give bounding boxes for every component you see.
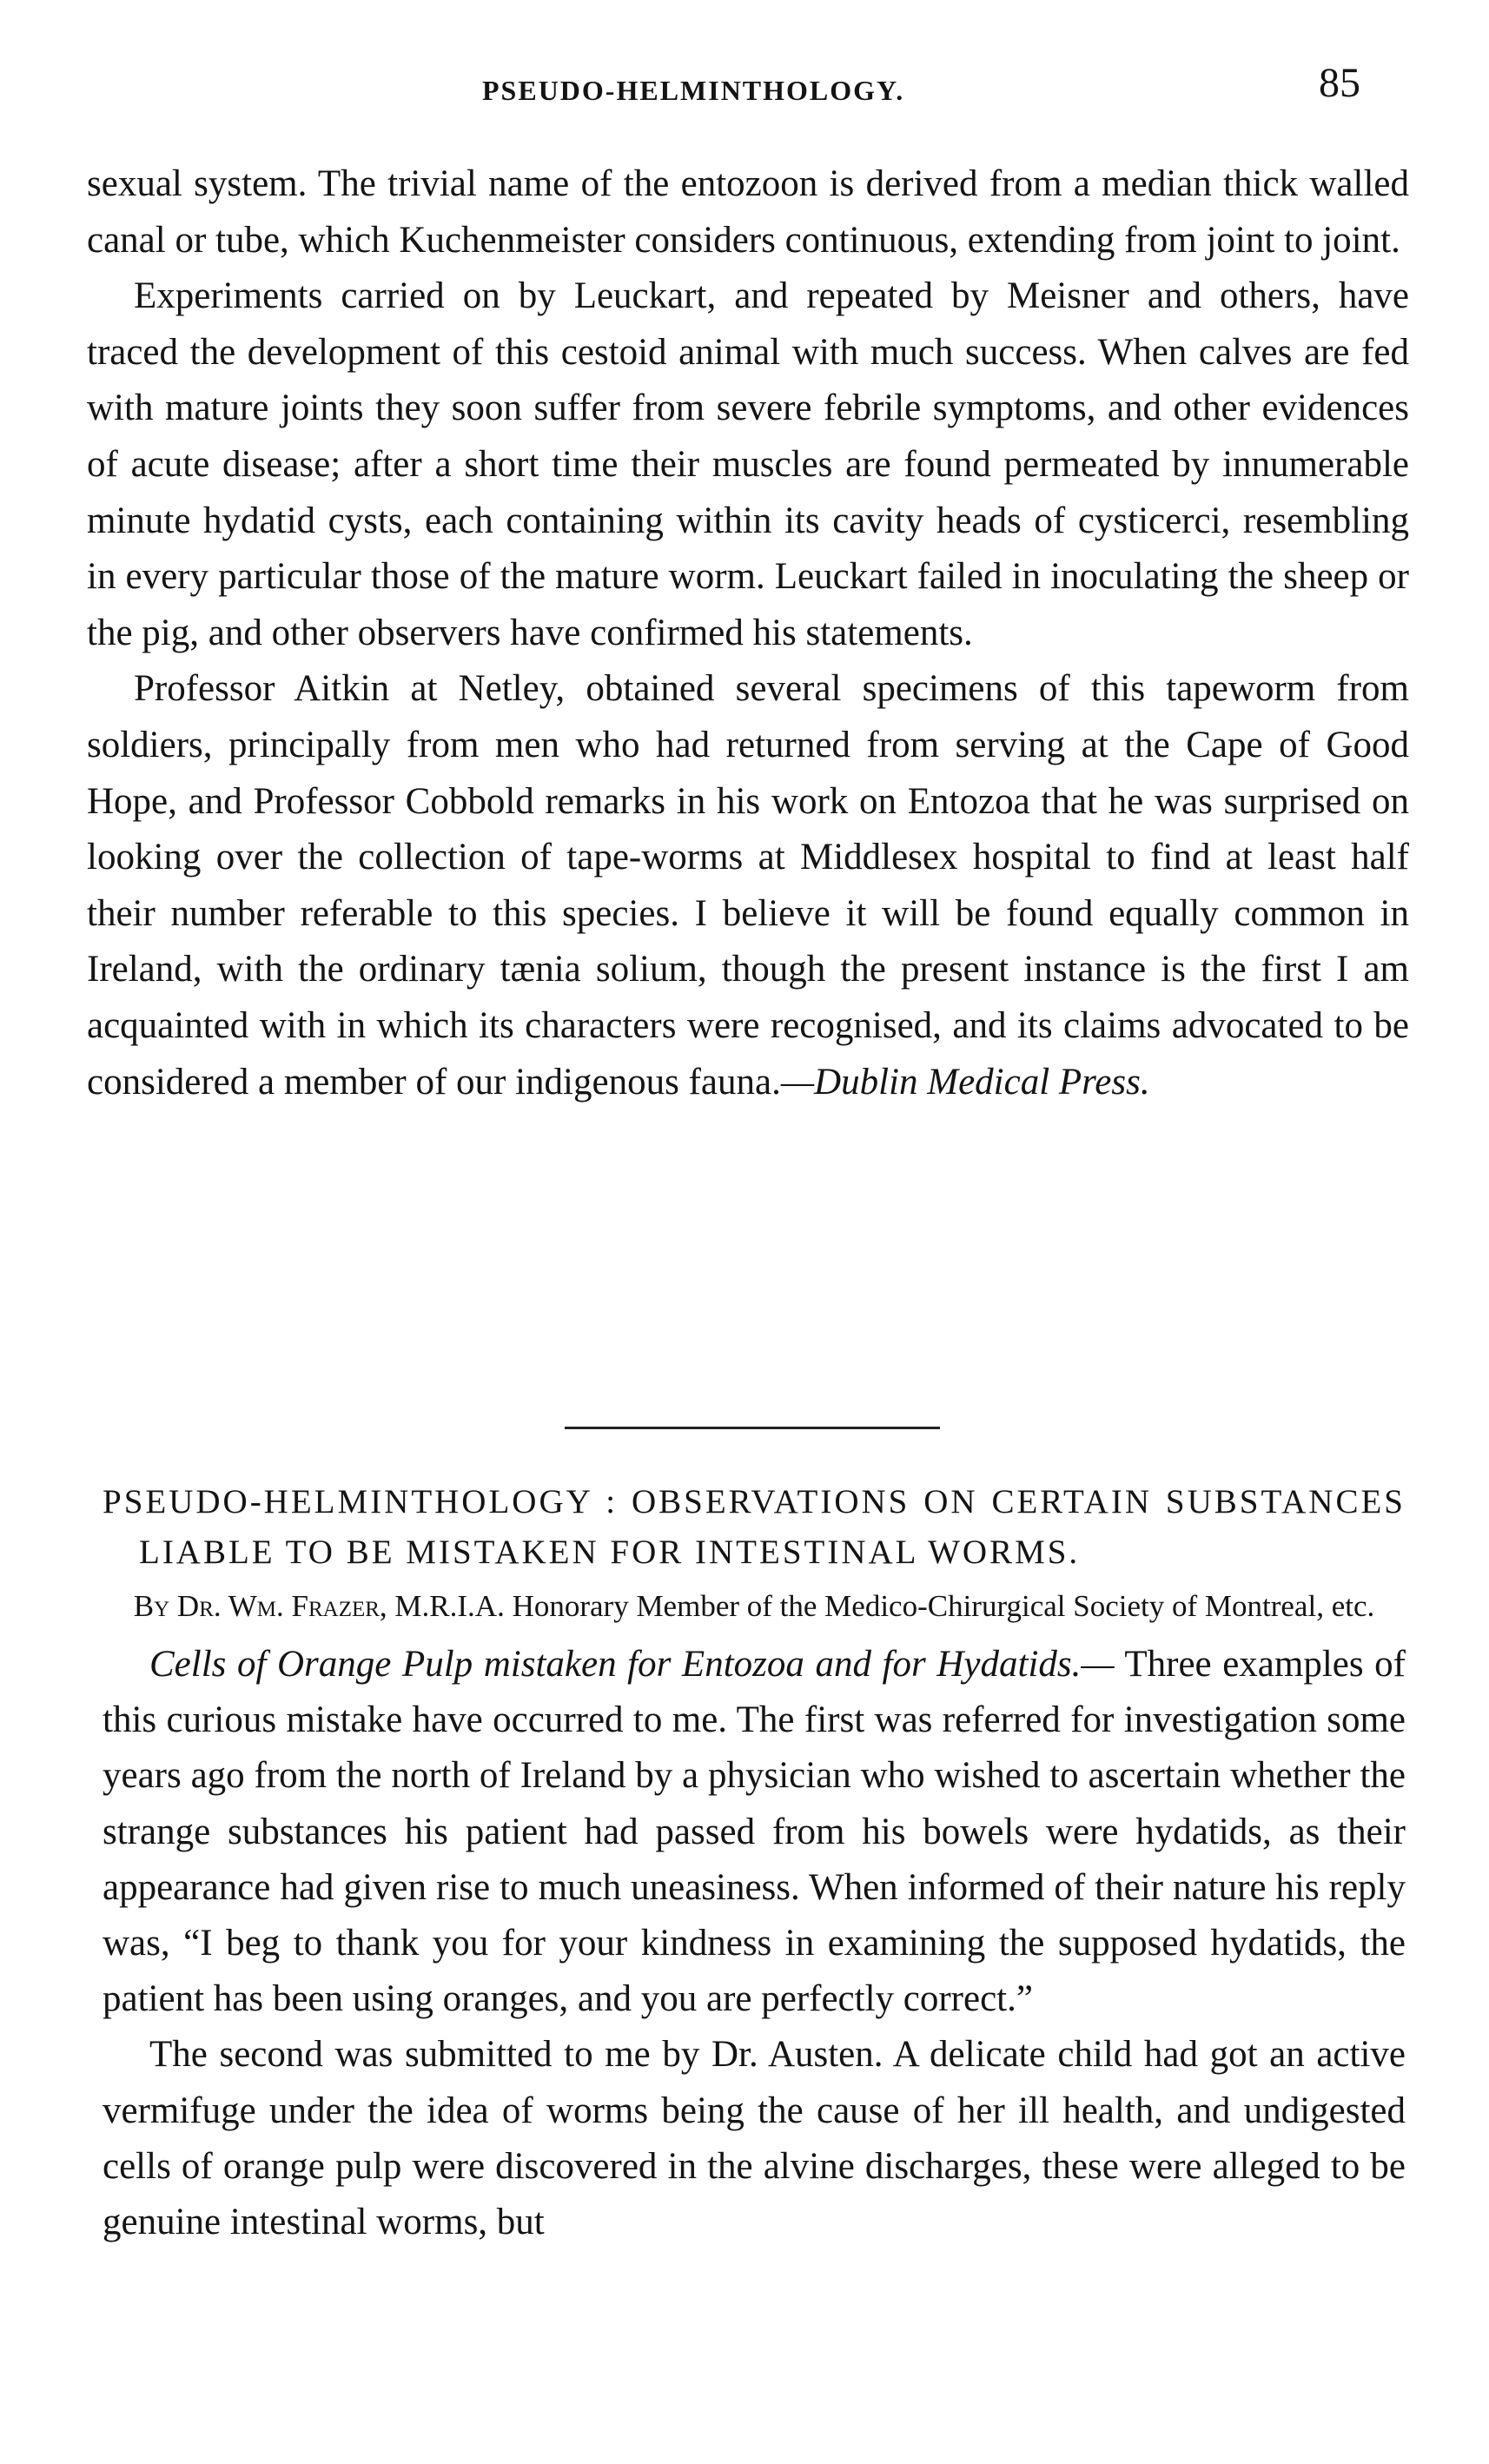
byline xyxy=(103,1581,1406,1632)
article-heading: PSEUDO-HELMINTHOLOGY : OBSERVATIONS ON CERTAIN SUBSTANCES LIABLE TO BE MISTAKEN FOR INTESTINAL WORMS. xyxy=(103,1483,1406,1571)
article-body xyxy=(103,1637,1406,2250)
paragraph-text: Professor Aitkin at Netley, obtained several specimens of this tapeworm from soldiers, principally from men who had returned from serving at the Cape of Good Hope, and Professor Cobbold remarks in his work on Entozoa that he was surprised on looking over the collection of tape-worms at Middlesex hospital to find at least half their number referable to this species. I believe it will be found equally common in Ireland, with the ordinary tænia solium, though the present instance is the first I am acquainted with in which its characters were recognised, and its claims advocated to be considered a member of our indigenous fauna. xyxy=(87,668,1409,1103)
page-number: 85 xyxy=(1319,60,1360,106)
section-divider xyxy=(565,1427,940,1429)
paragraph: sexual system. The trivial name of the entozoon is derived from a median thick walled canal or tube, which Kuchenmeister considers continuous, extending from joint to joint. xyxy=(87,163,1409,261)
running-title: PSEUDO-HELMINTHOLOGY. xyxy=(482,75,905,106)
paragraph xyxy=(87,661,1409,1110)
paragraph: The second was submitted to me by Dr. Austen. A delicate child had got an active vermifuge under the idea of worms being the cause of her ill health, and undigested cells of orange pulp were discovered in the alvine discharges, these were alleged to be genuine intestinal worms, but xyxy=(103,2034,1406,2243)
previous-article-text xyxy=(87,156,1409,1110)
section-title: Cells of Orange Pulp mistaken for Entozoa and for Hydatids.— xyxy=(149,1644,1115,1685)
article xyxy=(103,1477,1406,2250)
source-citation: —Dublin Medical Press. xyxy=(780,1061,1150,1103)
author-name: By Dr. Wm. Frazer, xyxy=(133,1589,387,1623)
running-head xyxy=(0,54,1489,106)
paragraph xyxy=(103,1637,1406,2027)
paragraph: Experiments carried on by Leuckart, and repeated by Meisner and others, have traced the development of this cestoid animal with much success. When calves are fed with mature joints they soon suffer from severe febrile symptoms, and other evidences of acute disease; after a short time their muscles are found permeated by innumerable minute hydatid cysts, each containing within its cavity heads of cysticerci, resembling in every particular those of the mature worm. Leuckart failed in inoculating the sheep or the pig, and other observers have confirmed his statements. xyxy=(87,275,1409,653)
paragraph-text: Three examples of this curious mistake have occurred to me. The first was referred for investigation some years ago from the north of Ireland by a physician who wished to ascertain whether the strange substances his patient had passed from his bowels were hydatids, as their appearance had given rise to much uneasiness. When informed of their nature his reply was, “I beg to thank you for your kindness in examining the supposed hydatids, the patient has been using oranges, and you are perfectly correct.” xyxy=(103,1644,1406,2020)
author-credentials: M.R.I.A. Honorary Member of the Medico-Chirurgical Society of Montreal, etc. xyxy=(394,1589,1375,1623)
